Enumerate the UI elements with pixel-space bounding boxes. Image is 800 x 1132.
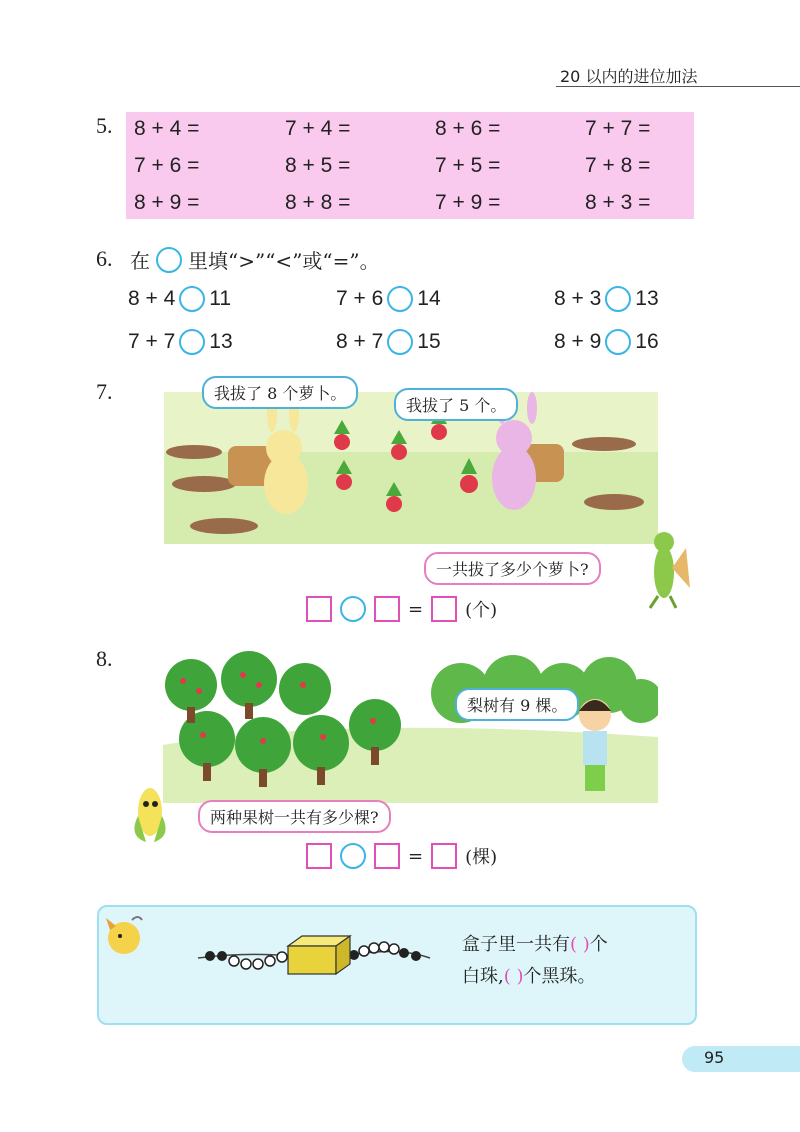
q7-number: 7. <box>96 379 113 404</box>
q6-right-value: 13 <box>209 330 233 353</box>
think-line-1 <box>462 930 608 956</box>
q6-instruction-post: 里填“>”“<”或“=”。 <box>188 249 380 273</box>
speech-bubble-boy: 梨树有 9 棵。 <box>455 688 579 721</box>
orchard-illustration <box>163 645 658 803</box>
q5-equation: 8 + 3 = <box>585 191 651 214</box>
q6-right-value: 14 <box>417 287 441 310</box>
unit-label: (棵) <box>465 847 498 868</box>
q6-number: 6. <box>96 246 113 271</box>
q6-item <box>336 286 441 312</box>
q5-equation: 7 + 5 = <box>435 154 501 177</box>
answer-paren-input[interactable]: ( ) <box>503 966 524 987</box>
q6-right-value: 15 <box>417 330 441 353</box>
q6-right-value: 13 <box>635 287 659 310</box>
orchard-scene <box>163 645 658 803</box>
q6-item <box>554 329 659 355</box>
box-icon <box>288 936 350 974</box>
q6-right-value: 11 <box>209 287 232 310</box>
speech-bubble-yellow-rabbit: 我拔了 8 个萝卜。 <box>202 376 358 409</box>
q5-equation: 7 + 8 = <box>585 154 651 177</box>
compare-circle-input[interactable] <box>179 286 205 312</box>
compare-circle-input[interactable] <box>387 329 413 355</box>
page-number: 95 <box>704 1048 725 1067</box>
compare-circle-input[interactable] <box>179 329 205 355</box>
q5-equation: 8 + 9 = <box>134 191 200 214</box>
think-text: 盒子里一共有 <box>462 934 570 955</box>
answer-box-input[interactable] <box>431 596 457 622</box>
q6-left-expr: 7 + 6 <box>336 287 384 310</box>
q6-left-expr: 8 + 4 <box>128 287 176 310</box>
header-rule <box>556 86 800 87</box>
think-text: 白珠, <box>462 966 504 987</box>
q6-item <box>128 329 233 355</box>
compare-circle-input[interactable] <box>605 329 631 355</box>
answer-box-input[interactable] <box>431 843 457 869</box>
chick-mascot-icon <box>104 910 146 956</box>
q5-equation: 7 + 4 = <box>285 117 351 140</box>
speech-bubble-pink-rabbit: 我拔了 5 个。 <box>394 388 518 421</box>
operator-circle-input[interactable] <box>340 596 366 622</box>
q6-instruction <box>130 245 380 274</box>
corn-mascot-icon <box>124 776 180 846</box>
q6-instruction-pre: 在 <box>130 249 150 273</box>
equals-sign: = <box>408 845 424 867</box>
speech-bubble-question: 两种果树一共有多少棵? <box>198 800 391 833</box>
q5-equation: 7 + 9 = <box>435 191 501 214</box>
equals-sign: = <box>408 598 424 620</box>
q8-number: 8. <box>96 646 113 671</box>
q6-left-expr: 8 + 7 <box>336 330 384 353</box>
q5-equation: 8 + 8 = <box>285 191 351 214</box>
answer-box-input[interactable] <box>306 843 332 869</box>
q6-item <box>554 286 659 312</box>
q6-item <box>128 286 231 312</box>
compare-circle-input[interactable] <box>605 286 631 312</box>
q5-equation: 7 + 7 = <box>585 117 651 140</box>
q5-equation: 8 + 6 = <box>435 117 501 140</box>
answer-paren-input[interactable]: ( ) <box>570 934 590 955</box>
q6-right-value: 16 <box>635 330 659 353</box>
q5-equation: 8 + 5 = <box>285 154 351 177</box>
q6-left-expr: 8 + 3 <box>554 287 602 310</box>
operator-circle-input[interactable] <box>340 843 366 869</box>
answer-box-input[interactable] <box>374 843 400 869</box>
think-text: 个 <box>589 934 608 955</box>
q8-formula <box>306 843 497 869</box>
answer-box-input[interactable] <box>374 596 400 622</box>
think-line-2 <box>462 962 596 988</box>
page-number-tab <box>682 1046 800 1072</box>
beads-box-diagram <box>196 928 432 978</box>
section-title: 20 以内的进位加法 <box>560 67 698 86</box>
q5-number: 5. <box>96 113 113 138</box>
answer-box-input[interactable] <box>306 596 332 622</box>
grasshopper-icon <box>642 528 692 610</box>
speech-bubble-question: 一共拔了多少个萝卜? <box>424 552 601 585</box>
q5-equation: 8 + 4 = <box>134 117 200 140</box>
q6-item <box>336 329 441 355</box>
circle-placeholder-icon <box>156 247 182 273</box>
think-text: 个黑珠。 <box>523 966 596 987</box>
compare-circle-input[interactable] <box>387 286 413 312</box>
q7-formula <box>306 596 497 622</box>
q6-left-expr: 7 + 7 <box>128 330 176 353</box>
unit-label: (个) <box>465 600 498 621</box>
q6-left-expr: 8 + 9 <box>554 330 602 353</box>
q5-equation: 7 + 6 = <box>134 154 200 177</box>
